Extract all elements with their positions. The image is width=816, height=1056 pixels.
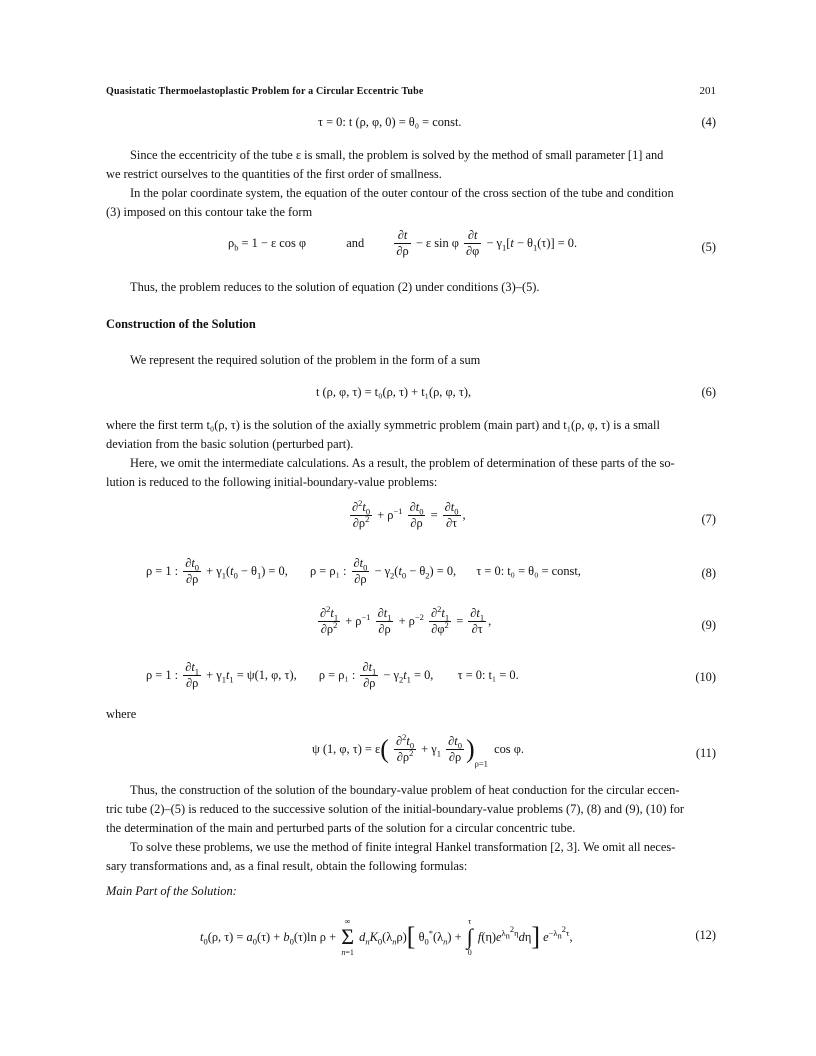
equation-10-number: (10)	[695, 670, 716, 684]
text-line: sary transformations and, as a final result, obtain the following formulas:	[106, 859, 468, 873]
equation-6-number: (6)	[701, 385, 716, 399]
condition-label: ρ = ρ₁ :	[310, 564, 347, 578]
text-line: we restrict ourselves to the quantities of the first order of smallness.	[106, 167, 442, 181]
equation-6: t (ρ, φ, τ) = t₀(ρ, τ) + t₁(ρ, φ, τ),	[316, 385, 472, 399]
subsection-title: Main Part of the Solution:	[106, 884, 237, 898]
equation-4-number: (4)	[701, 115, 716, 129]
text-line: where the first term t₀(ρ, τ) is the solution of the axially symmetric problem (main part) and t₁(ρ, φ, τ) is a small	[106, 418, 660, 432]
equation-5-left: $\rho_b = 1 - \varepsilon$ cos φ	[228, 236, 307, 253]
equation-8-number: (8)	[701, 566, 716, 580]
text-line: To solve these problems, we use the method of finite integral Hankel transformation [2, 3]. We omit all neces-	[130, 840, 676, 854]
equation-12-number: (12)	[695, 928, 716, 942]
text-line: Thus, the construction of the solution of the boundary-value problem of heat conduction for the circular eccen-	[130, 783, 680, 797]
text-line: deviation from the basic solution (perturbed part).	[106, 437, 354, 451]
condition-label: τ = 0: t₁ = 0.	[457, 668, 519, 682]
where-label: where	[106, 707, 137, 721]
condition-label: ρ = ρ₁ :	[318, 668, 356, 682]
equation-11: ψ (1, φ, τ) = ε( $\frac{\partial^2t_0}{\partial\rho^2}$ + $\gamma_1$ $\frac{\partial t_0}{\partial\rho}$ )$_{\rho=1}$ cos φ.	[312, 731, 524, 769]
fraction: $\frac{\partial t}{\partial\rho}$	[396, 228, 409, 258]
text-line: tric tube (2)–(5) is reduced to the successive solution of the initial-boundary-value problems (7), (8) and (9), (10) for	[106, 802, 685, 816]
equation-9-number: (9)	[701, 618, 716, 632]
equation-5: $\rho_b = 1 - \varepsilon$ cos φ and $\frac{\partial t}{\partial\rho}$ − ε sin φ $\frac{\partial t}{\partial\varphi}$ − $\gamma_1[t - \theta_1(\tau)] = 0$.	[228, 228, 578, 258]
text-line: We represent the required solution of the problem in the form of a sum	[130, 353, 481, 367]
text-line: Since the eccentricity of the tube ε is small, the problem is solved by the method of small parameter [1] and	[130, 148, 664, 162]
section-title: Construction of the Solution	[106, 317, 256, 331]
equation-8: ρ = 1 : $\frac{\partial t_0}{\partial\rho}$ + $\gamma_1(t_0 - \theta_1) = 0$, ρ = ρ₁ : $\frac{\partial t_0}{\partial\rho}$ − $\gamma_2(t_0 - \theta_2) = 0$, τ = 0: t₀ = θ₀ = const,	[146, 556, 581, 586]
text-line: Thus, the problem reduces to the solution of equation (2) under conditions (3)–(5).	[130, 280, 540, 294]
equation-5-number: (5)	[701, 240, 716, 254]
text-line: the determination of the main and perturbed parts of the solution for a circular concentric tube.	[106, 821, 576, 835]
equation-11-number: (11)	[695, 746, 716, 760]
text-line: In the polar coordinate system, the equation of the outer contour of the cross section of the tube and condition	[130, 186, 674, 200]
paragraph-construction	[106, 781, 716, 876]
text-line: lution is reduced to the following initial-boundary-value problems:	[106, 475, 438, 489]
condition-label: ρ = 1 :	[146, 564, 179, 578]
page-number: 201	[699, 85, 716, 97]
equation-5-conjunction: and	[346, 236, 365, 250]
paragraph-eccentricity	[106, 146, 716, 222]
condition-label: τ = 0: t₀ = θ₀ = const,	[476, 564, 581, 578]
text-line: (3) imposed on this contour take the form	[106, 205, 313, 219]
equation-10: ρ = 1 : $\frac{\partial t_1}{\partial\rho}$ + $\gamma_1t_1 = \psi(1$, φ, τ), ρ = ρ₁ : $\frac{\partial t_1}{\partial\rho}$ − $\gamma_2t_1 = 0$, τ = 0: t₁ = 0.	[146, 660, 519, 690]
equation-7-number: (7)	[701, 512, 716, 526]
text-line: Here, we omit the intermediate calculations. As a result, the problem of determination of these parts of the so-	[130, 456, 675, 470]
equation-12: $t_0(\rho$, $\tau) = a_0(\tau) + b_0(\tau)\ln$ ρ + ∞ Σ n=1 $d_nK_0(\lambda_n\rho)$[ $\theta_0^*(\lambda_n)$ + τ ∫ 0 $f(\eta)e^{\lambda_n^2\eta}d\eta$] $e^{-\lambda_n^2\tau}$,	[200, 917, 573, 957]
condition-label: ρ = 1 :	[146, 668, 179, 682]
equation-9: $\frac{\partial^2t_1}{\partial\rho^2}$ + $\rho^{-1}$ $\frac{\partial t_1}{\partial\rho}$ + $\rho^{-2}$ $\frac{\partial^2t_1}{\partial\varphi^2}$ = $\frac{\partial t_1}{\partial\tau}$ ,	[320, 603, 492, 636]
equation-4: τ = 0: t (ρ, φ, 0) = θ₀ = const.	[318, 115, 462, 129]
fraction: $\frac{\partial t}{\partial\varphi}$	[466, 228, 480, 258]
paragraph-terms	[106, 416, 716, 492]
paragraph-reduction	[106, 278, 716, 297]
paragraph-sum	[106, 351, 716, 370]
equation-7: $\frac{\partial^2t_0}{\partial\rho^2}$ + $\rho^{-1}$ $\frac{\partial t_0}{\partial\rho}$ = $\frac{\partial t_0}{\partial\tau}$ ,	[352, 497, 466, 530]
running-title: Quasistatic Thermoelastoplastic Problem for a Circular Eccentric Tube	[106, 86, 424, 97]
